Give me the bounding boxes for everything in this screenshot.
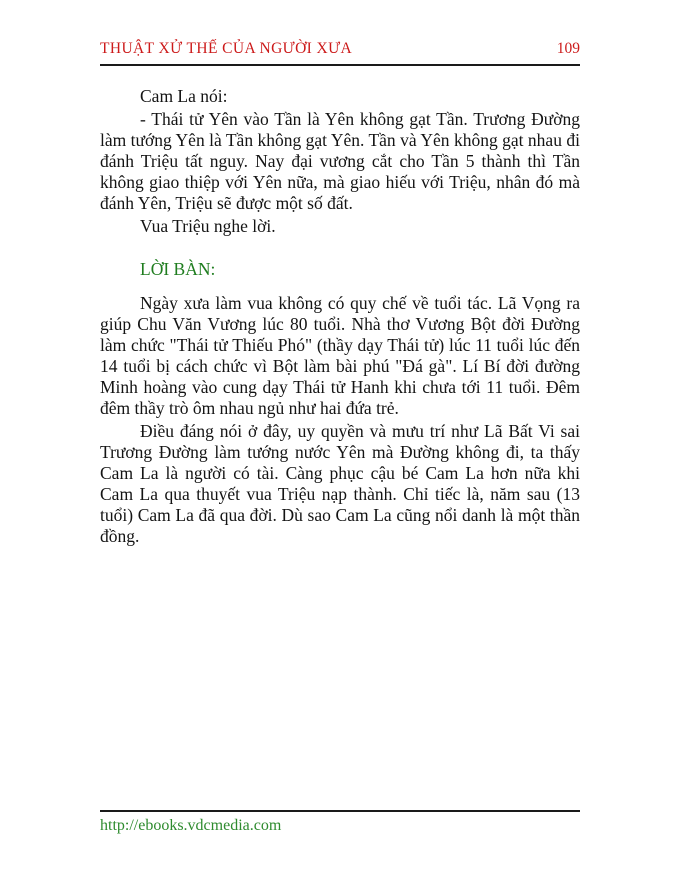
book-title: THUẬT XỬ THẾ CỦA NGƯỜI XƯA bbox=[100, 40, 353, 57]
page-body bbox=[100, 86, 580, 549]
page-number: 109 bbox=[556, 40, 580, 57]
page-header bbox=[100, 40, 580, 66]
paragraph-cam-la-noi: Cam La nói: bbox=[140, 86, 228, 106]
paragraph-dieu-dang-noi: Điều đáng nói ở đây, uy quyền và mưu trí như Lã Bất Vi sai Trương Đường làm tướng nước Yên mà Đường không đi, ta thấy Cam La là người có tài. Càng phục cậu bé Cam La hơn nữa khi Cam La qua thuyết vua Triệu nạp thành. Chỉ tiếc là, năm sau (13 tuổi) Cam La đã qua đời. Dù sao Cam La cũng nổi danh là một thần đồng. bbox=[100, 421, 580, 546]
paragraph-ngay-xua: Ngày xưa làm vua không có quy chế về tuổi tác. Lã Vọng ra giúp Chu Văn Vương lúc 80 tuổi. Nhà thơ Vương Bột đời Đường làm chức "Thái tử Thiếu Phó" (thầy dạy Thái tử) lúc 11 tuổi lúc đến 14 tuổi bị cách chức vì Bột làm bài phú "Đá gà". Lí Bí đời đường Minh hoàng vào cung dạy Thái tử Hanh khi chưa tới 11 tuổi. Đêm đêm thầy trò ôm nhau ngủ như hai đứa trẻ. bbox=[100, 293, 580, 418]
paragraph-vua-trieu: Vua Triệu nghe lời. bbox=[140, 216, 276, 236]
paragraph-thai-tu-yen: - Thái tử Yên vào Tần là Yên không gạt Tần. Trương Đường làm tướng Yên là Tần không gạt Yên. Tần và Yên không gạt nhau đi đánh Triệu tất nguy. Nay đại vương cắt cho Tần 5 thành thì Tần không giao thiệp với Yên nữa, mà giao hiếu với Triệu, nhân đó mà đánh Yên, Triệu sẽ được một số đất. bbox=[100, 109, 580, 213]
section-heading-loi-ban: LỜI BÀN: bbox=[140, 259, 216, 279]
footer-url-link[interactable]: http://ebooks.vdcmedia.com bbox=[100, 817, 282, 834]
page-footer bbox=[100, 810, 580, 835]
